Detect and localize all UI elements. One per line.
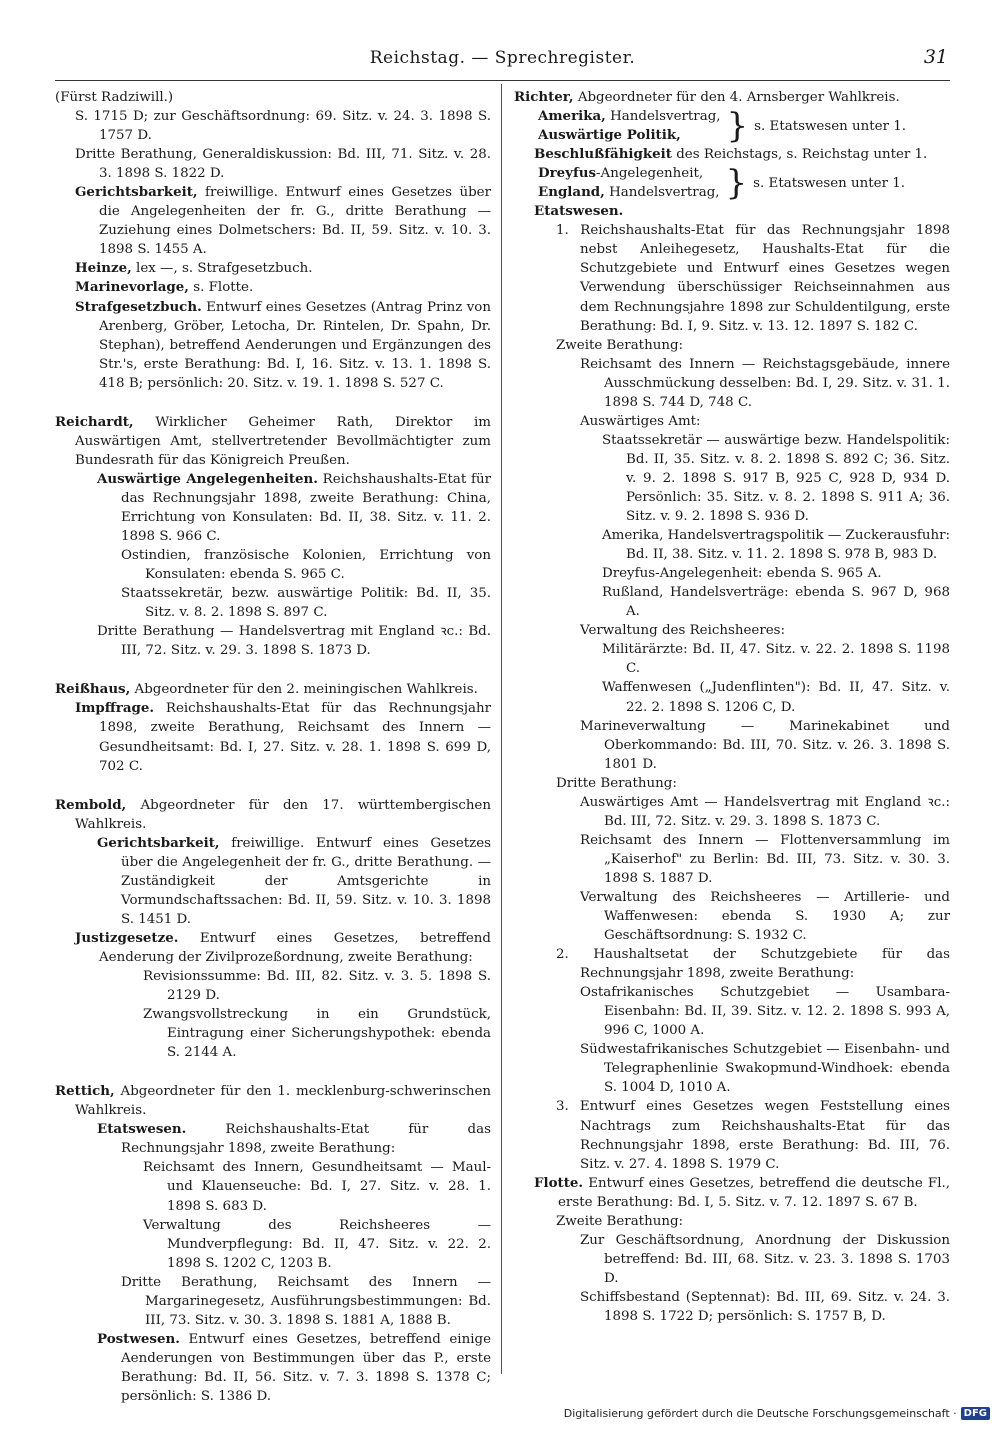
entry-subject [55, 1120, 491, 1158]
subject-heading: Marinevorlage, [75, 279, 189, 296]
digitization-credit [564, 1407, 990, 1420]
subject-text: Handelsvertrag, [605, 109, 721, 125]
entry-text: Auswärtiges Amt: [580, 413, 701, 429]
entry-richter [514, 88, 950, 1326]
subject-heading: Impffrage. [75, 700, 155, 717]
entry-name: Rettich, [55, 1083, 115, 1100]
entry-text: Dritte Berathung: [556, 775, 677, 791]
subject-text: Handelsvertrag, [604, 185, 720, 201]
entry-name: Reichardt, [55, 413, 134, 430]
entry-reichardt [55, 413, 491, 661]
subject-heading: Etatswesen. [534, 203, 624, 220]
entry-text: Marineverwaltung — Marinekabinet und Oberkommando: Bd. III, 70. Sitz. v. 26. 3. 1898 S. 1801 D. [580, 718, 950, 772]
entry-subject [55, 183, 491, 259]
entry-rettich [55, 1082, 491, 1406]
entry-name: (Fürst Radziwill.) [55, 90, 174, 105]
entry-text: Verwaltung des Reichsheeres: [580, 623, 786, 639]
entry-text: 3. Entwurf eines Gesetzes wegen Feststellung eines Nachtrags zum Reichshaushalts-Etat für das Rechnungsjahr 1898, erste Berathung: Bd. III, 76. Sitz. v. 27. 4. 1898 S. 1979 C. [556, 1099, 950, 1172]
subject-text: lex —, s. Strafgesetzbuch. [131, 261, 313, 277]
brace-glyph: } [725, 163, 748, 204]
subject-text: s. Flotte. [188, 280, 254, 296]
entry-text: Zur Geschäftsordnung, Anordnung der Diskussion betreffend: Bd. III, 68. Sitz. v. 23. 3. 1898 S. 1703 D. [580, 1232, 950, 1286]
subject-heading: Heinze, [75, 260, 132, 277]
column-divider [501, 84, 502, 1374]
subject-heading: England, [538, 184, 605, 201]
subject-heading: Dreyfus [538, 165, 597, 182]
entry-description: Abgeordneter für den 17. württembergischen Wahlkreis. [75, 797, 491, 832]
subject-text: Entwurf eines Gesetzes, betreffend Aenderung der Zivilprozeßordnung, zweite Berathung: [99, 930, 491, 965]
entry-subject [55, 929, 491, 967]
cross-reference: s. Etatswesen unter 1. [753, 175, 905, 191]
entry-text: Revisionssumme: Bd. III, 82. Sitz. v. 3. 5. 1898 S. 2129 D. [143, 969, 491, 1004]
entry-text: Verwaltung des Reichsheeres — Mundverpflegung: Bd. II, 47. Sitz. v. 22. 2. 1898 S. 1202 C, 1203 B. [143, 1217, 491, 1271]
entry-radziwill-continued [55, 88, 491, 393]
entry-text: Staatssekretär, bezw. auswärtige Politik: Bd. II, 35. Sitz. v. 8. 2. 1898 S. 897 C. [121, 586, 491, 621]
header-rule [55, 80, 950, 81]
entry-subject [55, 278, 491, 297]
subject-text: Reichshaushalts-Etat für das Rechnungsjahr 1898, zweite Berathung: China, Errichtung von Konsulaten: Bd. II, 38. Sitz. v. 11. 2. 1898 S. 966 C. [121, 471, 491, 545]
entry-text: Waffenwesen („Judenflinten"): Bd. II, 47. Sitz. v. 22. 2. 1898 S. 1206 C, D. [602, 680, 950, 715]
subject-heading: Justizgesetze. [75, 929, 179, 946]
entry-subject [55, 259, 491, 278]
entry-text: Ostafrikanisches Schutzgebiet — Usambara-Eisenbahn: Bd. II, 39. Sitz. v. 12. 2. 1898 S. 993 A, 996 C, 1000 A. [580, 985, 950, 1039]
entry-text: Zwangsvollstreckung in ein Grundstück, Eintragung einer Sicherungshypothek: ebenda S. 2144 A. [143, 1007, 491, 1061]
entry-text: S. 1715 D; zur Geschäftsordnung: 69. Sitz. v. 24. 3. 1898 S. 1757 D. [75, 109, 491, 144]
brace-group [514, 107, 950, 145]
subject-text: Reichshaushalts-Etat für das Rechnungsjahr 1898, zweite Berathung: [121, 1122, 491, 1157]
page-number: 31 [923, 46, 948, 68]
entry-subject [55, 699, 491, 775]
subject-line [538, 164, 720, 183]
subject-heading: Postwesen. [97, 1330, 180, 1347]
entry-text: Reichsamt des Innern, Gesundheitsamt — Maul- und Klauenseuche: Bd. I, 27. Sitz. v. 28. 1. 1898 S. 683 D. [143, 1160, 491, 1214]
subject-heading: Strafgesetzbuch. [75, 298, 202, 315]
entry-text: Ostindien, französische Kolonien, Errichtung von Konsulaten: ebenda S. 965 C. [121, 548, 491, 583]
subject-text: Entwurf eines Gesetzes, betreffend die deutsche Fl., erste Berathung: Bd. I, 5. Sitz. v. 7. 12. 1897 S. 67 B. [558, 1175, 950, 1210]
subject-heading: Flotte. [534, 1174, 584, 1191]
entry-text: Auswärtiges Amt — Handelsvertrag mit England ꝛc.: Bd. III, 72. Sitz. v. 29. 3. 1898 S. 1873 C. [580, 794, 950, 829]
entry-header [514, 88, 950, 107]
brace-lines [538, 164, 720, 202]
entry-text: Reichsamt des Innern — Reichstagsgebäude, innere Ausschmückung desselben: Bd. I, 29. Sitz. v. 31. 1. 1898 S. 744 D, 748 C. [580, 356, 950, 410]
entry-description: Abgeordneter für den 1. mecklenburg-schwerinschen Wahlkreis. [75, 1084, 491, 1119]
subject-heading: Auswärtige Politik, [538, 127, 681, 144]
entry-text: Dritte Berathung, Generaldiskussion: Bd. III, 71. Sitz. v. 28. 3. 1898 S. 1822 D. [75, 147, 491, 182]
subject-heading: Gerichtsbarkeit, [97, 834, 220, 851]
brace-glyph: } [726, 106, 749, 147]
entry-subject [55, 298, 491, 393]
entry-header [55, 680, 491, 699]
entry-text: Amerika, Handelsvertragspolitik — Zuckerausfuhr: Bd. II, 38. Sitz. v. 11. 2. 1898 S. 978 B, 983 D. [602, 528, 950, 563]
entry-name: Reißhaus, [55, 681, 131, 698]
subject-heading: Auswärtige Angelegenheiten. [97, 470, 318, 487]
entry-subject [55, 834, 491, 929]
cross-reference: s. Etatswesen unter 1. [754, 118, 906, 134]
entry-header [55, 413, 491, 470]
entry-text: Zweite Berathung: [556, 1213, 684, 1229]
subject-line [538, 183, 720, 202]
entry-text: Dritte Berathung, Reichsamt des Innern — Margarinegesetz, Ausführungsbestimmungen: Bd. III, 73. Sitz. v. 30. 3. 1898 S. 1881 A, 1888 B. [121, 1274, 491, 1328]
entry-text: 1. Reichshaushalts-Etat für das Rechnungsjahr 1898 nebst Anleihegesetz, Haushalts-Etat für die Schutzgebiete und Entwurf eines Gesetzes wegen Verwendung überschüssiger Reichseinnahmen aus dem Rechnungsjahre 1898 zur Schuldentilgung, erste Berathung: Bd. I, 9. Sitz. v. 13. 12. 1897 S. 182 C. [556, 223, 950, 334]
entry-text: Dreyfus-Angelegenheit: ebenda S. 965 A. [602, 566, 882, 582]
entry-text: Staatssekretär — auswärtige bezw. Handelspolitik: Bd. II, 35. Sitz. v. 8. 2. 1898 S. 892 C; 36. Sitz. v. 9. 2. 1898 S. 917 B, 925 C, 928 D, 934 D. Persönlich: 35. Sitz. v. 8. 2. 1898 S. 911 A; 36. Sitz. v. 9. 2. 1898 S. 936 D. [602, 432, 950, 525]
brace-group [514, 164, 950, 202]
brace-lines [538, 107, 721, 145]
entry-text: Dritte Berathung — Handelsvertrag mit England ꝛc.: Bd. III, 72. Sitz. v. 29. 3. 1898 S. 1873 D. [97, 624, 491, 659]
entry-reisshaus [55, 680, 491, 775]
entry-rembold [55, 796, 491, 1063]
entry-text: Zweite Berathung: [556, 337, 684, 353]
credit-text: Digitalisierung gefördert durch die Deutsche Forschungsgemeinschaft · [563, 1407, 957, 1420]
subject-text: Entwurf eines Gesetzes (Antrag Prinz von Arenberg, Gröber, Letocha, Dr. Rintelen, Dr. Spahn, Dr. Stephan), betreffend Aenderungen und Ergänzungen des Str.'s, erste Berathung: Bd. I, 16. Sitz. v. 13. 1. 1898 S. 418 B; persönlich: 20. Sitz. v. 19. 1. 1898 S. 527 C. [99, 299, 491, 391]
running-title: Reichstag. — Sprechregister. [369, 48, 636, 68]
page-header [55, 44, 950, 76]
entry-text: Verwaltung des Reichsheeres — Artillerie- und Waffenwesen: ebenda S. 1930 A; zur Geschäftsordnung: S. 1932 C. [580, 889, 950, 944]
subject-text: Reichshaushalts-Etat für das Rechnungsjahr 1898, zweite Berathung, Reichsamt des Innern — Gesundheitsamt: Bd. I, 27. Sitz. v. 28. 1. 1898 S. 699 D, 702 C. [99, 701, 491, 774]
subject-heading: Amerika, [538, 108, 606, 125]
subject-text: -Angelegenheit, [596, 166, 704, 182]
entry-subject [514, 145, 950, 164]
left-column [55, 88, 491, 1406]
subject-heading: Gerichtsbarkeit, [75, 184, 198, 201]
subject-line [538, 107, 721, 126]
entry-description: Abgeordneter für den 4. Arnsberger Wahlkreis. [573, 90, 900, 105]
entry-description: Abgeordneter für den 2. meiningischen Wahlkreis. [130, 682, 478, 698]
right-column [514, 88, 950, 1326]
entry-subject [55, 1330, 491, 1406]
subject-text: Entwurf eines Gesetzes, betreffend einige Aenderungen von Bestimmungen über das P., erste Berathung: Bd. II, 56. Sitz. v. 7. 3. 1898 S. 1378 C; persönlich: S. 1386 D. [121, 1331, 491, 1404]
subject-heading: Etatswesen. [97, 1121, 187, 1138]
entry-text: 2. Haushaltsetat der Schutzgebiete für das Rechnungsjahr 1898, zweite Berathung: [556, 947, 950, 982]
entry-text: Rußland, Handelsverträge: ebenda S. 967 D, 968 A. [602, 585, 950, 620]
entry-name: Richter, [514, 89, 574, 105]
subject-text: freiwillige. Entwurf eines Gesetzes über die Angelegenheit der fr. G., dritte Berathung. — Zuständigkeit der Amtsgerichte in Vormundschaftssachen: Bd. II, 59. Sitz. v. 10. 3. 1898 S. 1451 D. [121, 835, 491, 927]
entry-subject [514, 202, 950, 221]
entry-text: Südwestafrikanisches Schutzgebiet — Eisenbahn- und Telegraphenlinie Swakopmund-Windhoek: ebenda S. 1004 D, 1010 A. [580, 1042, 950, 1096]
entry-header [55, 1082, 491, 1120]
subject-text: freiwillige. Entwurf eines Gesetzes über die Angelegenheiten der fr. G., dritte Berathung — Zuziehung eines Dolmetschers: Bd. II, 59. Sitz. v. 10. 3. 1898 S. 1455 A. [99, 185, 491, 258]
dfg-logo: DFG [961, 1407, 990, 1420]
entry-text: Reichsamt des Innern — Flottenversammlung im „Kaiserhof" zu Berlin: Bd. III, 73. Sitz. v. 30. 3. 1898 S. 1887 D. [580, 832, 950, 886]
entry-name: Rembold, [55, 796, 127, 813]
entry-text: Schiffsbestand (Septennat): Bd. III, 69. Sitz. v. 24. 3. 1898 S. 1722 D; persönlich: S. 1757 B, D. [580, 1289, 950, 1324]
subject-text: des Reichstags, s. Reichstag unter 1. [671, 147, 928, 163]
entry-subject [514, 1174, 950, 1212]
entry-text: Militärärzte: Bd. II, 47. Sitz. v. 22. 2. 1898 S. 1198 C. [602, 642, 950, 677]
entry-description: Wirklicher Geheimer Rath, Direktor im Auswärtigen Amt, stellvertretender Bevollmächtigter zum Bundesrath für das Königreich Preußen. [75, 414, 491, 468]
entry-header [55, 796, 491, 834]
entry-subject [55, 470, 491, 546]
subject-heading: Beschlußfähigkeit [534, 146, 672, 163]
